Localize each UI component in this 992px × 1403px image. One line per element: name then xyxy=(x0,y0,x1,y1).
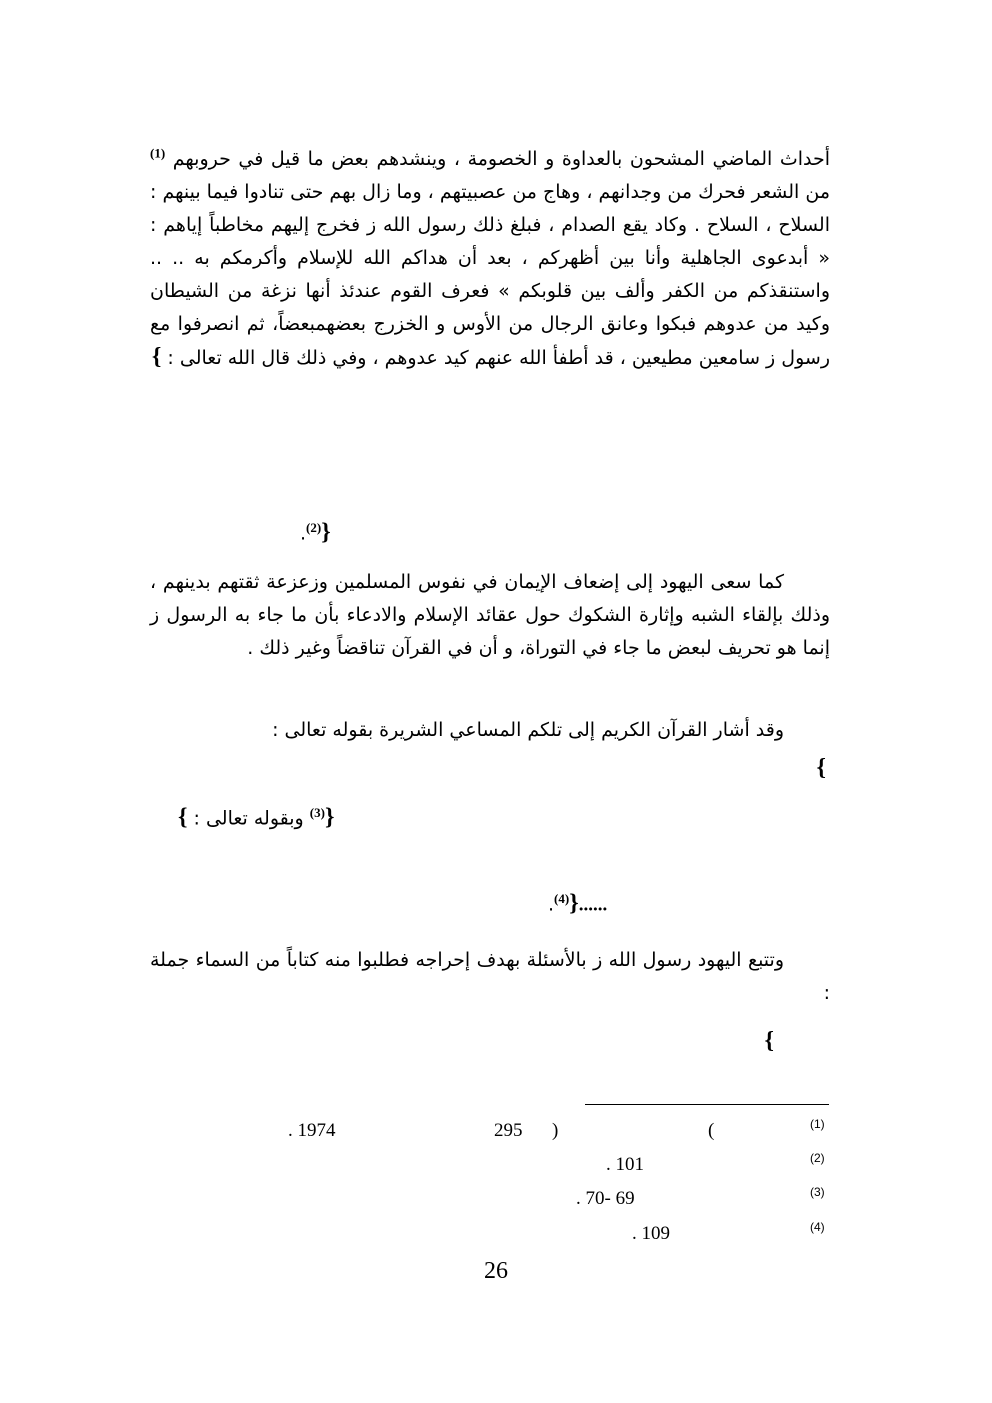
footnote-1-page: 295 xyxy=(494,1120,523,1141)
verse-brace-open-3: } xyxy=(178,804,188,831)
paragraph-1-text-b: من الشعر فحرك من وجدانهم ، وهاج من عصبيتهم ، وما زال بهم حتى تنادوا فيما بينهم : السلاح ، السلاح . وكاد يقع الصدام ، فبلغ ذلك رسول الله ز فخرج إليهم مخاطباً إياهم : « أبدعوى الجاهلية وأنا بين أظهركم ، بعد أن هداكم الله للإسلام وأكرمكم به .. .. واستنقذكم من الكفر وألف بين قلوبكم » فعرف القوم عندئذ أنها نزغة من الشيطان وكيد من عدوهم فبكوا وعانق الرجال من الأوس و الخزرج بعضهمبعضاً، ثم انصرفوا مع رسول ز سامعين مطيعين ، قد أطفأ الله عنهم كيد عدوهم ، وفي ذلك قال الله تعالى : xyxy=(150,181,830,369)
paragraph-4 xyxy=(150,944,830,1010)
paragraph-3-brace-line xyxy=(817,752,826,785)
verse-line-2-text: وبقوله تعالى : xyxy=(187,807,310,830)
verse-brace-close-2: { xyxy=(324,804,335,831)
verse-brace-close-3: { xyxy=(569,890,579,917)
verse-brace-close: { xyxy=(321,519,331,546)
verse-line-1 xyxy=(300,512,331,549)
footnote-3-number: (3) xyxy=(810,1185,825,1199)
paragraph-2 xyxy=(150,566,830,665)
paragraph-4-text: وتتبع اليهود رسول الله ز بالأسئلة بهدف إحراجه فطلبوا منه كتاباً من السماء جملة : xyxy=(150,949,830,1004)
footnote-ref-3[interactable]: (3) xyxy=(309,805,325,820)
verse-brace-open-4: } xyxy=(764,1028,774,1054)
paragraph-4-brace-line xyxy=(765,1025,774,1058)
paragraph-3-text: وقد أشار القرآن الكريم إلى تلكم المساعي الشريرة بقوله تعالى : xyxy=(272,719,784,741)
footnote-ref-4[interactable]: (4) xyxy=(554,891,570,906)
footnote-4-text: . 109 xyxy=(632,1223,670,1244)
footnote-ref-1[interactable]: (1) xyxy=(150,145,166,161)
paragraph-1-text-a: أحداث الماضي المشحون بالعداوة و الخصومة ، وينشدهم بعض ما قيل في حروبهم xyxy=(165,148,830,170)
page-number: 26 xyxy=(484,1258,508,1284)
footnote-2-text: . 101 xyxy=(606,1154,644,1175)
verse-line-3 xyxy=(548,883,607,921)
ellipsis: ...... xyxy=(578,894,608,916)
paragraph-3 xyxy=(272,714,784,746)
footnote-1-paren-close: ) xyxy=(552,1120,559,1141)
paragraph-1 xyxy=(150,143,830,375)
verse-brace-open-2: } xyxy=(816,755,826,781)
footnote-1-year: . 1974 xyxy=(288,1120,336,1141)
footnote-ref-2[interactable]: (2) xyxy=(306,520,322,535)
verse-line-3-end: . xyxy=(548,893,555,916)
footnote-separator xyxy=(585,1104,829,1105)
paragraph-2-text: كما سعى اليهود إلى إضعاف الإيمان في نفوس المسلمين وزعزعة ثقتهم بدينهم ، وذلك بإلقاء الشبه وإثارة الشكوك حول عقائد الإسلام والادعاء بأن ما جاء به الرسول ز إنما هو تحريف لبعض ما جاء في التوراة، و أن في القرآن تناقضاً وغير ذلك . xyxy=(150,571,830,659)
footnote-3-text: . 70- 69 xyxy=(576,1188,635,1209)
footnote-4-number: (4) xyxy=(810,1220,825,1234)
footnote-2-number: (2) xyxy=(810,1151,825,1165)
footnote-1-number: (1) xyxy=(810,1117,825,1131)
verse-line-2 xyxy=(178,797,334,834)
verse-line-1-end: . xyxy=(300,522,307,545)
footnote-1-paren-open: ( xyxy=(708,1120,715,1141)
verse-brace-open: } xyxy=(151,344,162,370)
